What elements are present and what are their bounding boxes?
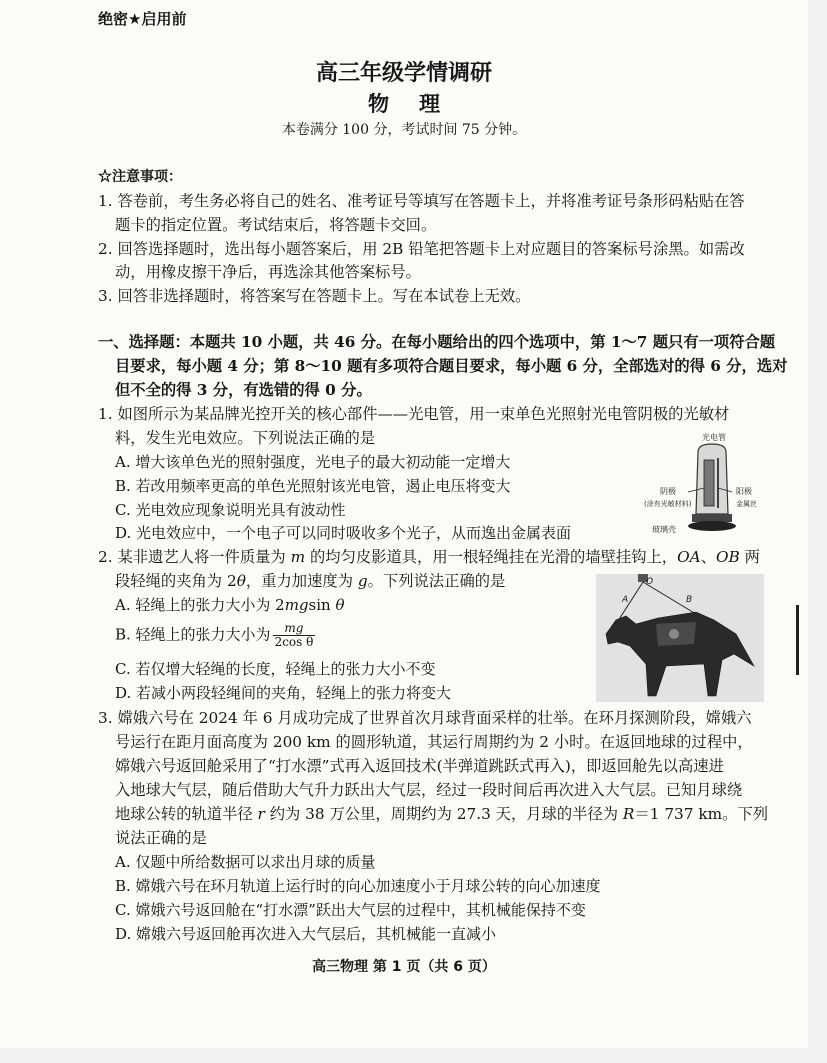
q2-option-d: D. 若减小两段轻绳间的夹角，轻绳上的张力将变大 <box>115 684 452 702</box>
q3-stem: 号运行在距月面高度为 200 km 的圆形轨道，其运行周期约为 2 小时。在返回地球的过程中， <box>115 733 753 751</box>
q1-option-b: B. 若改用频率更高的单色光照射该光电管，遏止电压将变大 <box>115 477 511 495</box>
cathode-shape <box>704 460 714 506</box>
glass-label: 玻璃壳 <box>652 525 676 534</box>
point-a-label: A <box>622 595 629 605</box>
q3-stem: 3. 嫦娥六号在 2024 年 6 月成功完成了世界首次月球背面采样的壮举。在环月探测阶段，嫦娥六 <box>98 709 752 727</box>
q3-stem: 嫦娥六号返回舱采用了“打水漂”式再入返回技术(半弹道跳跃式再入)，即返回舱先以高速进 <box>115 757 724 775</box>
q3-option-b: B. 嫦娥六号在环月轨道上运行时的向心加速度小于月球公转的向心加速度 <box>115 877 601 895</box>
saddle-decoration-shape <box>669 629 679 639</box>
phototube-figure <box>640 428 780 540</box>
note-line: 题卡的指定位置。考试结束后，将答题卡交回。 <box>115 216 437 234</box>
note-line: 动，用橡皮擦干净后，再选涂其他答案标号。 <box>115 263 421 281</box>
point-b-label: B <box>686 595 693 605</box>
anode-label: 阳极 <box>736 487 752 496</box>
note-line: 1. 答卷前，考生务必将自己的姓名、准考证号等填写在答题卡上，并将准考证号条形码粘贴在答 <box>98 192 745 210</box>
subject-title: 物理 <box>368 91 470 116</box>
shadow-puppet-figure <box>596 574 764 702</box>
tube-base-shape <box>692 514 732 522</box>
q1-stem: 料，发生光电效应。下列说法正确的是 <box>115 429 376 447</box>
tension-fraction: $\frac{mg}{\text{2cos θ}}$ <box>274 621 314 649</box>
section-heading: 目要求，每小题 4 分；第 8～10 题有多项符合题目要求，每小题 6 分，全部选对的得 6 分，选对 <box>115 357 788 375</box>
q2-stem: 2. 某非遗艺人将一件质量为 m 的均匀皮影道具，用一根轻绳挂在光滑的墙壁挂钩上，OA、OB 两 <box>98 548 760 566</box>
section-heading: 一、选择题：本题共 10 小题，共 46 分。在每小题给出的四个选项中，第 1～7 题只有一项符合题 <box>98 333 776 351</box>
q2-option-b: B. 轻绳上的张力大小为 $\frac{mg}{\text{2cos θ}}$ <box>115 621 314 649</box>
section-heading: 但不全的得 3 分，有选错的得 0 分。 <box>115 381 372 399</box>
q1-option-c: C. 光电效应现象说明光具有波动性 <box>115 501 346 519</box>
page-footer: 高三物理 第 1 页（共 6 页） <box>312 959 496 975</box>
cathode-note: (涂有光敏材料) <box>644 500 692 508</box>
phototube-title: 光电管 <box>702 433 726 442</box>
exam-title: 高三年级学情调研 <box>315 60 492 86</box>
q2-option-a: A. 轻绳上的张力大小为 2mgsin θ <box>115 596 345 614</box>
q3-stem: 说法正确的是 <box>115 829 207 847</box>
point-o-label: O <box>646 577 654 587</box>
q1-option-d: D. 光电效应中，一个电子可以同时吸收多个光子，从而逸出金属表面 <box>115 524 572 542</box>
cathode-label: 阴极 <box>660 487 676 496</box>
binding-mark <box>796 605 799 675</box>
q3-stem: 入地球大气层，随后借助大气升力跃出大气层，经过一段时间后再次进入大气层。已知月球绕 <box>115 781 743 799</box>
q3-option-c: C. 嫦娥六号返回舱在“打水漂”跃出大气层的过程中，其机械能保持不变 <box>115 901 586 919</box>
confidential-label: 绝密★启用前 <box>98 10 187 28</box>
q2-stem: 段轻绳的夹角为 2θ，重力加速度为 g。下列说法正确的是 <box>115 572 506 590</box>
anode-note: 金属丝 <box>736 500 757 508</box>
q3-stem: 地球公转的轨道半径 r 约为 38 万公里，周期约为 27.3 天，月球的半径为 R＝1 737 km。下列 <box>115 805 769 823</box>
q3-option-d: D. 嫦娥六号返回舱再次进入大气层后，其机械能一直减小 <box>115 925 497 943</box>
note-line: 2. 回答选择题时，选出每小题答案后，用 2B 铅笔把答题卡上对应题目的答案标号涂黑。如需改 <box>98 240 745 258</box>
note-line: 3. 回答非选择题时，将答案写在答题卡上。写在本试卷上无效。 <box>98 287 531 305</box>
q1-stem: 1. 如图所示为某品牌光控开关的核心部件——光电管，用一束单色光照射光电管阴极的光敏材 <box>98 405 730 423</box>
notes-heading: ☆注意事项： <box>98 169 182 185</box>
q2-option-c: C. 若仅增大轻绳的长度，轻绳上的张力大小不变 <box>115 660 436 678</box>
tube-stand-shape <box>688 521 736 531</box>
q1-option-a: A. 增大该单色光的照射强度，光电子的最大初动能一定增大 <box>115 453 511 471</box>
exam-info: 本卷满分 100 分，考试时间 75 分钟。 <box>281 122 527 138</box>
q3-option-a: A. 仅题中所给数据可以求出月球的质量 <box>115 853 376 871</box>
